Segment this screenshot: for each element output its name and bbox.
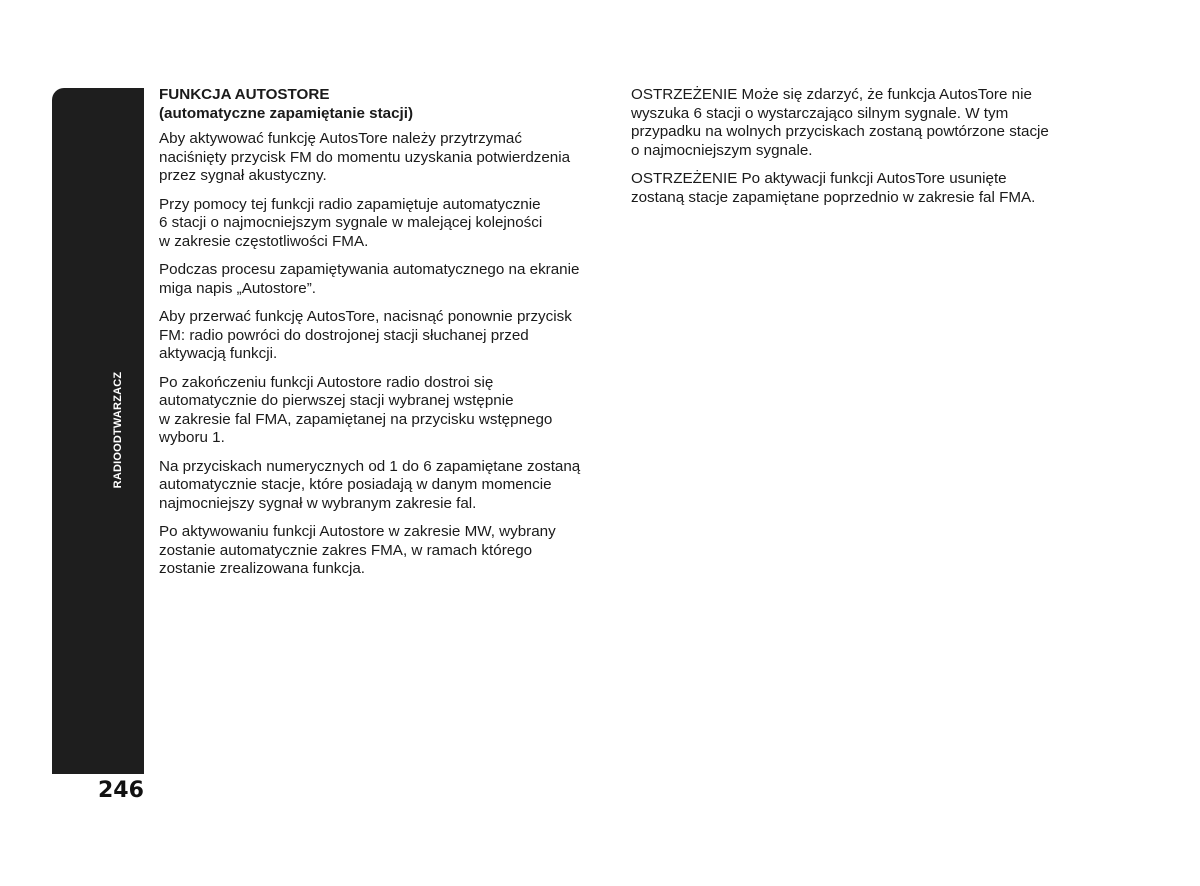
text-line: Podczas procesu zapamiętywania automatycznego na ekranie — [159, 261, 580, 278]
paragraph-display — [159, 261, 599, 298]
text-line: Aby aktywować funkcję AutosTore należy przytrzymać — [159, 130, 522, 147]
text-line: w zakresie fal FMA, zapamiętanej na przycisku wstępnego — [159, 410, 553, 428]
paragraph-mw-band — [159, 523, 599, 579]
section-heading — [159, 86, 599, 123]
section-label: RADIOODTWARZACZ — [112, 371, 124, 489]
text-line: Po aktywowaniu funkcji Autostore w zakresie MW, wybrany — [159, 523, 556, 540]
text-line: zostaną stacje zapamiętane poprzednio w zakresie fal FMA. — [631, 188, 1036, 206]
text-line: o najmocniejszym sygnale. — [631, 141, 813, 159]
text-line: aktywacją funkcji. — [159, 345, 278, 362]
paragraph-interrupt — [159, 308, 599, 364]
text-line: najmocniejszy sygnał w wybranym zakresie fal. — [159, 494, 477, 512]
text-line: OSTRZEŻENIE Może się zdarzyć, że funkcja AutosTore nie — [631, 86, 1032, 103]
paragraph-auto-memorize — [159, 196, 599, 252]
warning-paragraph-1 — [631, 86, 1071, 160]
text-line: zostanie automatycznie zakres FMA, w ramach którego — [159, 541, 533, 559]
text-line: automatycznie do pierwszej stacji wybranej wstępnie — [159, 392, 514, 409]
right-text-column — [631, 86, 1071, 217]
text-line: przypadku na wolnych przyciskach zostaną powtórzone stacje — [631, 123, 1049, 140]
text-line: miga napis „Autostore”. — [159, 279, 317, 297]
text-line: wyboru 1. — [159, 429, 225, 446]
page-number: 246 — [98, 778, 144, 803]
text-line: wyszuka 6 stacji o wystarczająco silnym sygnale. W tym — [631, 104, 1009, 122]
heading-subtitle: (automatyczne zapamiętanie stacji) — [159, 104, 414, 122]
warning-paragraph-2 — [631, 170, 1071, 207]
section-side-tab — [52, 88, 144, 774]
text-line: FM: radio powróci do dostrojonej stacji słuchanej przed — [159, 326, 529, 344]
paragraph-numeric-buttons — [159, 458, 599, 514]
left-text-column — [159, 86, 599, 589]
paragraph-completion — [159, 374, 599, 448]
text-line: w zakresie częstotliwości FMA. — [159, 232, 369, 250]
text-line: Na przyciskach numerycznych od 1 do 6 zapamiętane zostaną — [159, 457, 581, 475]
text-line: OSTRZEŻENIE Po aktywacji funkcji AutosTore usunięte — [631, 170, 1007, 187]
text-line: przez sygnał akustyczny. — [159, 167, 327, 184]
text-line: 6 stacji o najmocniejszym sygnale w malejącej kolejności — [159, 214, 543, 231]
text-line: Aby przerwać funkcję AutosTore, nacisnąć ponownie przycisk — [159, 308, 572, 325]
text-line: zostanie zrealizowana funkcja. — [159, 560, 365, 577]
heading-title: FUNKCJA AUTOSTORE — [159, 86, 330, 103]
paragraph-activation — [159, 130, 599, 186]
text-line: automatycznie stacje, które posiadają w danym momencie — [159, 476, 552, 493]
text-line: Po zakończeniu funkcji Autostore radio dostroi się — [159, 373, 494, 391]
text-line: Przy pomocy tej funkcji radio zapamiętuje automatycznie — [159, 195, 541, 213]
text-line: naciśnięty przycisk FM do momentu uzyskania potwierdzenia — [159, 148, 571, 166]
